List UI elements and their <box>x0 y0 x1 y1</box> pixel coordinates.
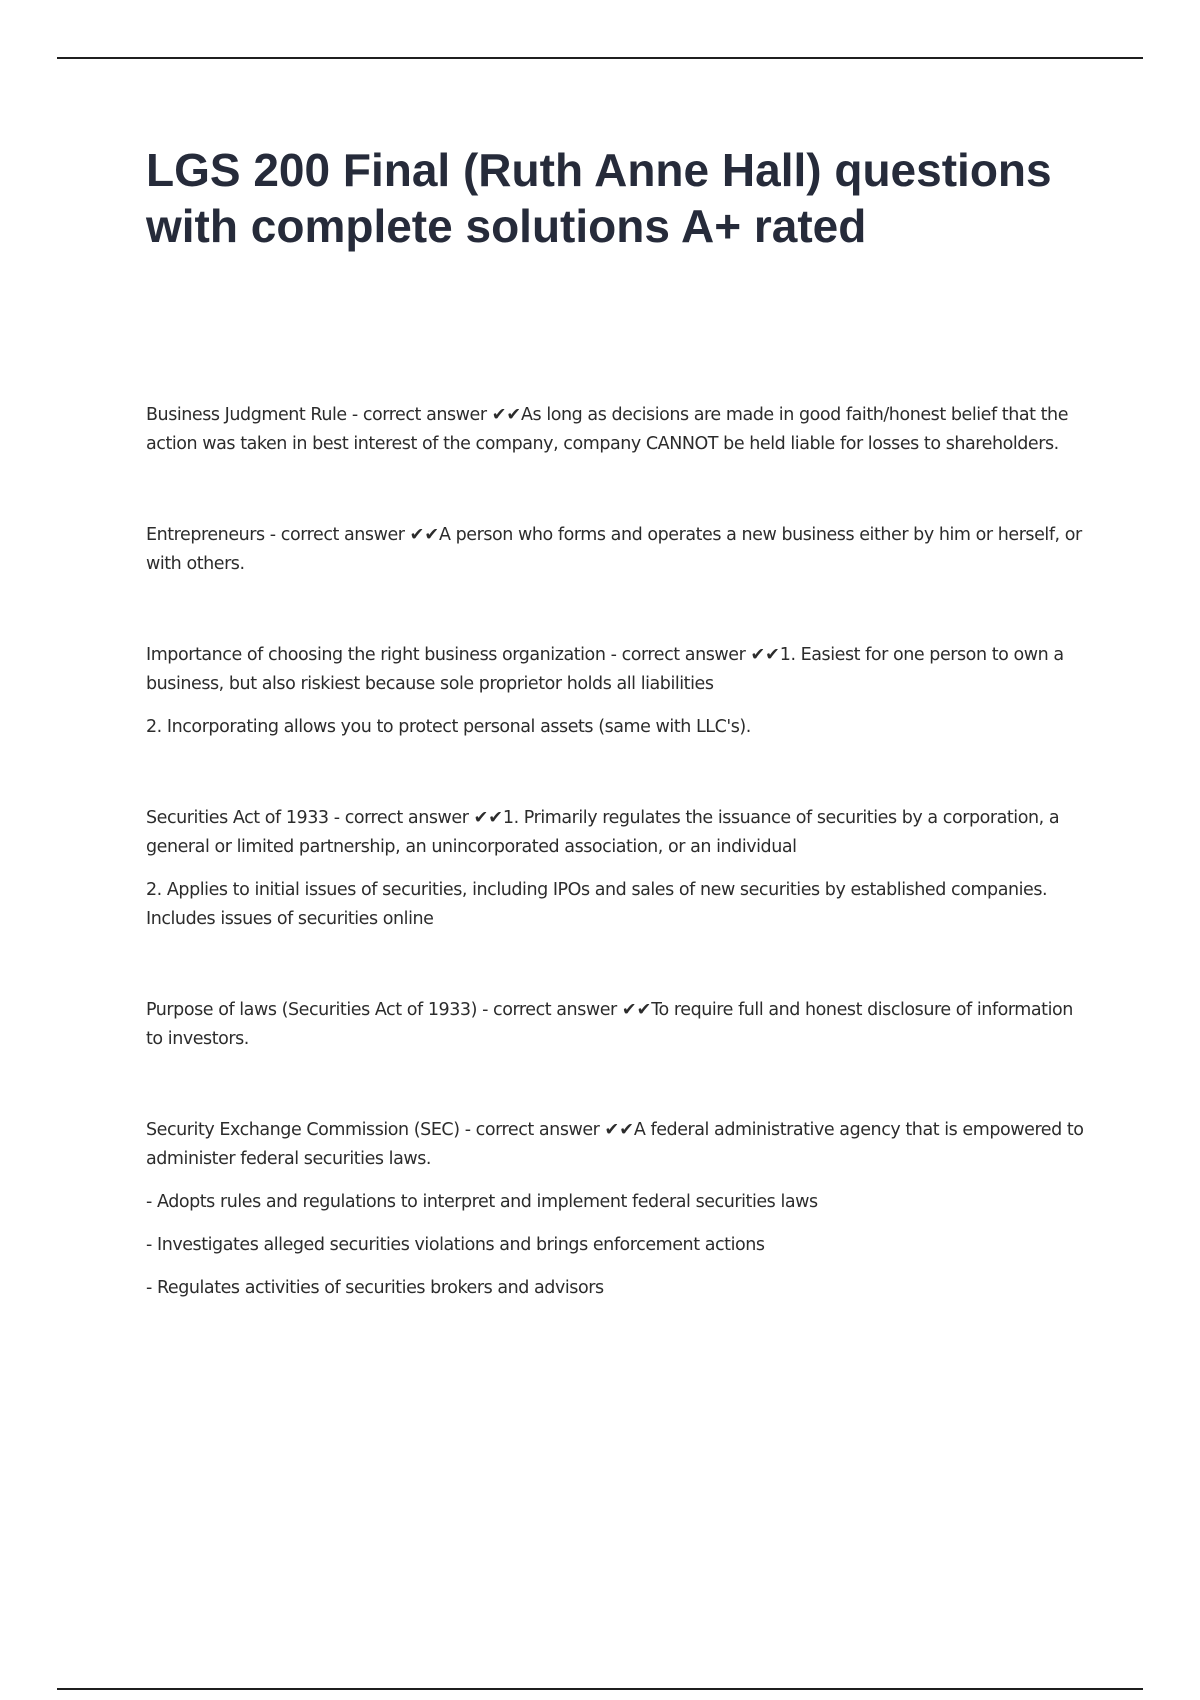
qa-question: Business Judgment Rule - correct answer ✔✔As long as decisions are made in good faith/honest belief that the action was taken in best interest of the company, company CANNOT be held liable for losses to shareholders. <box>146 405 1069 454</box>
top-rule <box>57 57 1143 59</box>
double-check-icon: ✔✔ <box>491 405 522 425</box>
qa-entry <box>146 804 1086 934</box>
qa-term: Entrepreneurs <box>146 525 265 545</box>
qa-term: Purpose of laws (Securities Act of 1933) <box>146 1000 477 1020</box>
qa-entry <box>146 521 1086 579</box>
qa-extra-line: - Investigates alleged securities violations and brings enforcement actions <box>146 1235 765 1255</box>
qa-question: Securities Act of 1933 - correct answer ✔✔1. Primarily regulates the issuance of securities by a corporation, a general or limited partnership, an unincorporated association, or an individual <box>146 808 1060 857</box>
qa-term: Importance of choosing the right business organization <box>146 645 606 665</box>
page-title: LGS 200 Final (Ruth Anne Hall) questions with complete solutions A+ rated <box>146 144 1052 252</box>
answer-prefix: correct answer <box>362 405 487 425</box>
answer-prefix: correct answer <box>344 808 469 828</box>
double-check-icon: ✔✔ <box>604 1120 634 1140</box>
double-check-icon: ✔✔ <box>409 525 439 545</box>
qa-term: Security Exchange Commission (SEC) <box>146 1120 460 1140</box>
qa-question: Purpose of laws (Securities Act of 1933) - correct answer ✔✔To require full and honest disclosure of information to investors. <box>146 1000 1073 1049</box>
double-check-icon: ✔✔ <box>750 645 780 665</box>
double-check-icon: ✔✔ <box>473 808 503 828</box>
qa-extra-line: - Regulates activities of securities brokers and advisors <box>146 1278 604 1298</box>
qa-answer: 1. Primarily regulates the issuance of securities by a corporation, a general or limited partnership, an unincorporated association, or an individual <box>146 808 1060 857</box>
qa-question: Importance of choosing the right business organization - correct answer ✔✔1. Easiest for one person to own a business, but also riskiest because sole proprietor holds all liabilities <box>146 645 1064 694</box>
answer-prefix: correct answer <box>493 1000 617 1020</box>
answer-prefix: correct answer <box>475 1120 600 1140</box>
qa-entry <box>146 996 1086 1054</box>
qa-answer: A federal administrative agency that is empowered to administer federal securities laws. <box>146 1120 1084 1169</box>
qa-entry <box>146 401 1086 459</box>
qa-extra-line: 2. Applies to initial issues of securities, including IPOs and sales of new securities by established companies. Includes issues of securities online <box>146 880 1048 929</box>
qa-question: Entrepreneurs - correct answer ✔✔A person who forms and operates a new business either by him or herself, or with others. <box>146 525 1082 574</box>
answer-prefix: correct answer <box>280 525 405 545</box>
qa-entry <box>146 641 1086 742</box>
answer-prefix: correct answer <box>621 645 746 665</box>
qa-answer: 1. Easiest for one person to own a business, but also riskiest because sole proprietor holds all liabilities <box>146 645 1064 694</box>
bottom-rule <box>57 1688 1143 1690</box>
qa-term: Securities Act of 1933 <box>146 808 329 828</box>
qa-answer: A person who forms and operates a new business either by him or herself, or with others. <box>146 525 1082 574</box>
qa-question: Security Exchange Commission (SEC) - correct answer ✔✔A federal administrative agency that is empowered to administer federal securities laws. <box>146 1120 1084 1169</box>
qa-answer: As long as decisions are made in good faith/honest belief that the action was taken in best interest of the company, company CANNOT be held liable for losses to shareholders. <box>146 405 1069 454</box>
qa-entry <box>146 1116 1086 1303</box>
qa-answer: To require full and honest disclosure of information to investors. <box>146 1000 1073 1049</box>
qa-list <box>146 401 1086 1365</box>
qa-extra-line: - Adopts rules and regulations to interpret and implement federal securities laws <box>146 1192 818 1212</box>
double-check-icon: ✔✔ <box>621 1000 652 1020</box>
qa-extra-line: 2. Incorporating allows you to protect personal assets (same with LLC's). <box>146 717 751 737</box>
qa-term: Business Judgment Rule <box>146 405 347 425</box>
